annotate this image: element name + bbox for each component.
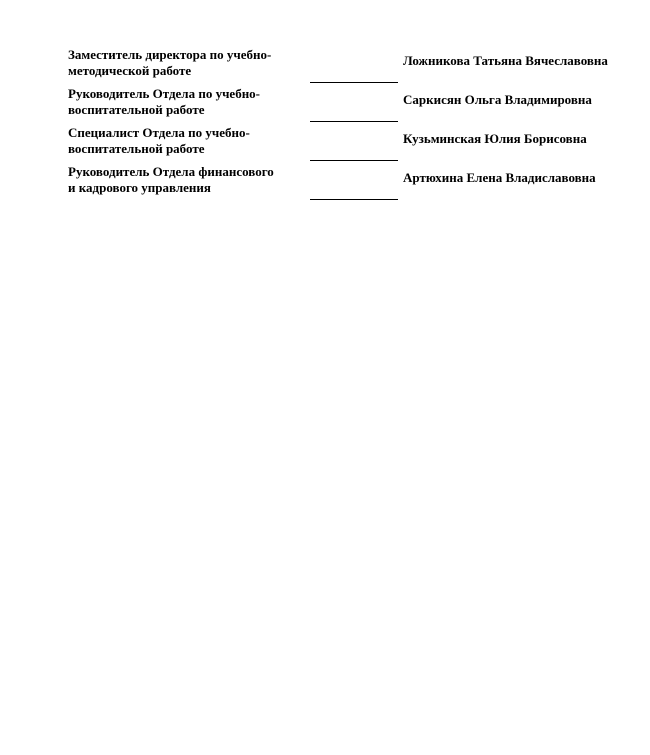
signatory-name: Кузьминская Юлия Борисовна: [403, 131, 587, 146]
signatory-name: Ложникова Татьяна Вячеславовна: [403, 53, 608, 68]
signature-line: [310, 122, 398, 161]
job-title-line2: методической работе: [68, 62, 192, 78]
job-title-line1: Руководитель Отдела финансового: [68, 164, 274, 179]
job-title-line1: Специалист Отдела по учебно-: [68, 125, 250, 140]
signature-row: [68, 122, 650, 161]
signature-line: [310, 44, 398, 83]
job-title-line1: Руководитель Отдела по учебно-: [68, 86, 261, 101]
signatory-name: Артюхина Елена Владиславовна: [403, 170, 596, 185]
job-title-line2: воспитательной работе: [68, 101, 205, 117]
signature-row: [68, 44, 650, 83]
signature-row: [68, 83, 650, 122]
signature-line: [310, 161, 398, 200]
signature-row: [68, 161, 650, 200]
signatory-name: Саркисян Ольга Владимировна: [403, 92, 592, 107]
job-title-line2: и кадрового управления: [68, 179, 211, 195]
job-title: [68, 83, 310, 122]
job-title: [68, 161, 310, 200]
signature-table: [68, 44, 650, 200]
job-title: [68, 122, 310, 161]
job-title-line1: Заместитель директора по учебно-: [68, 47, 272, 62]
job-title-line2: воспитательной работе: [68, 140, 205, 156]
signature-line: [310, 83, 398, 122]
job-title: [68, 44, 310, 83]
